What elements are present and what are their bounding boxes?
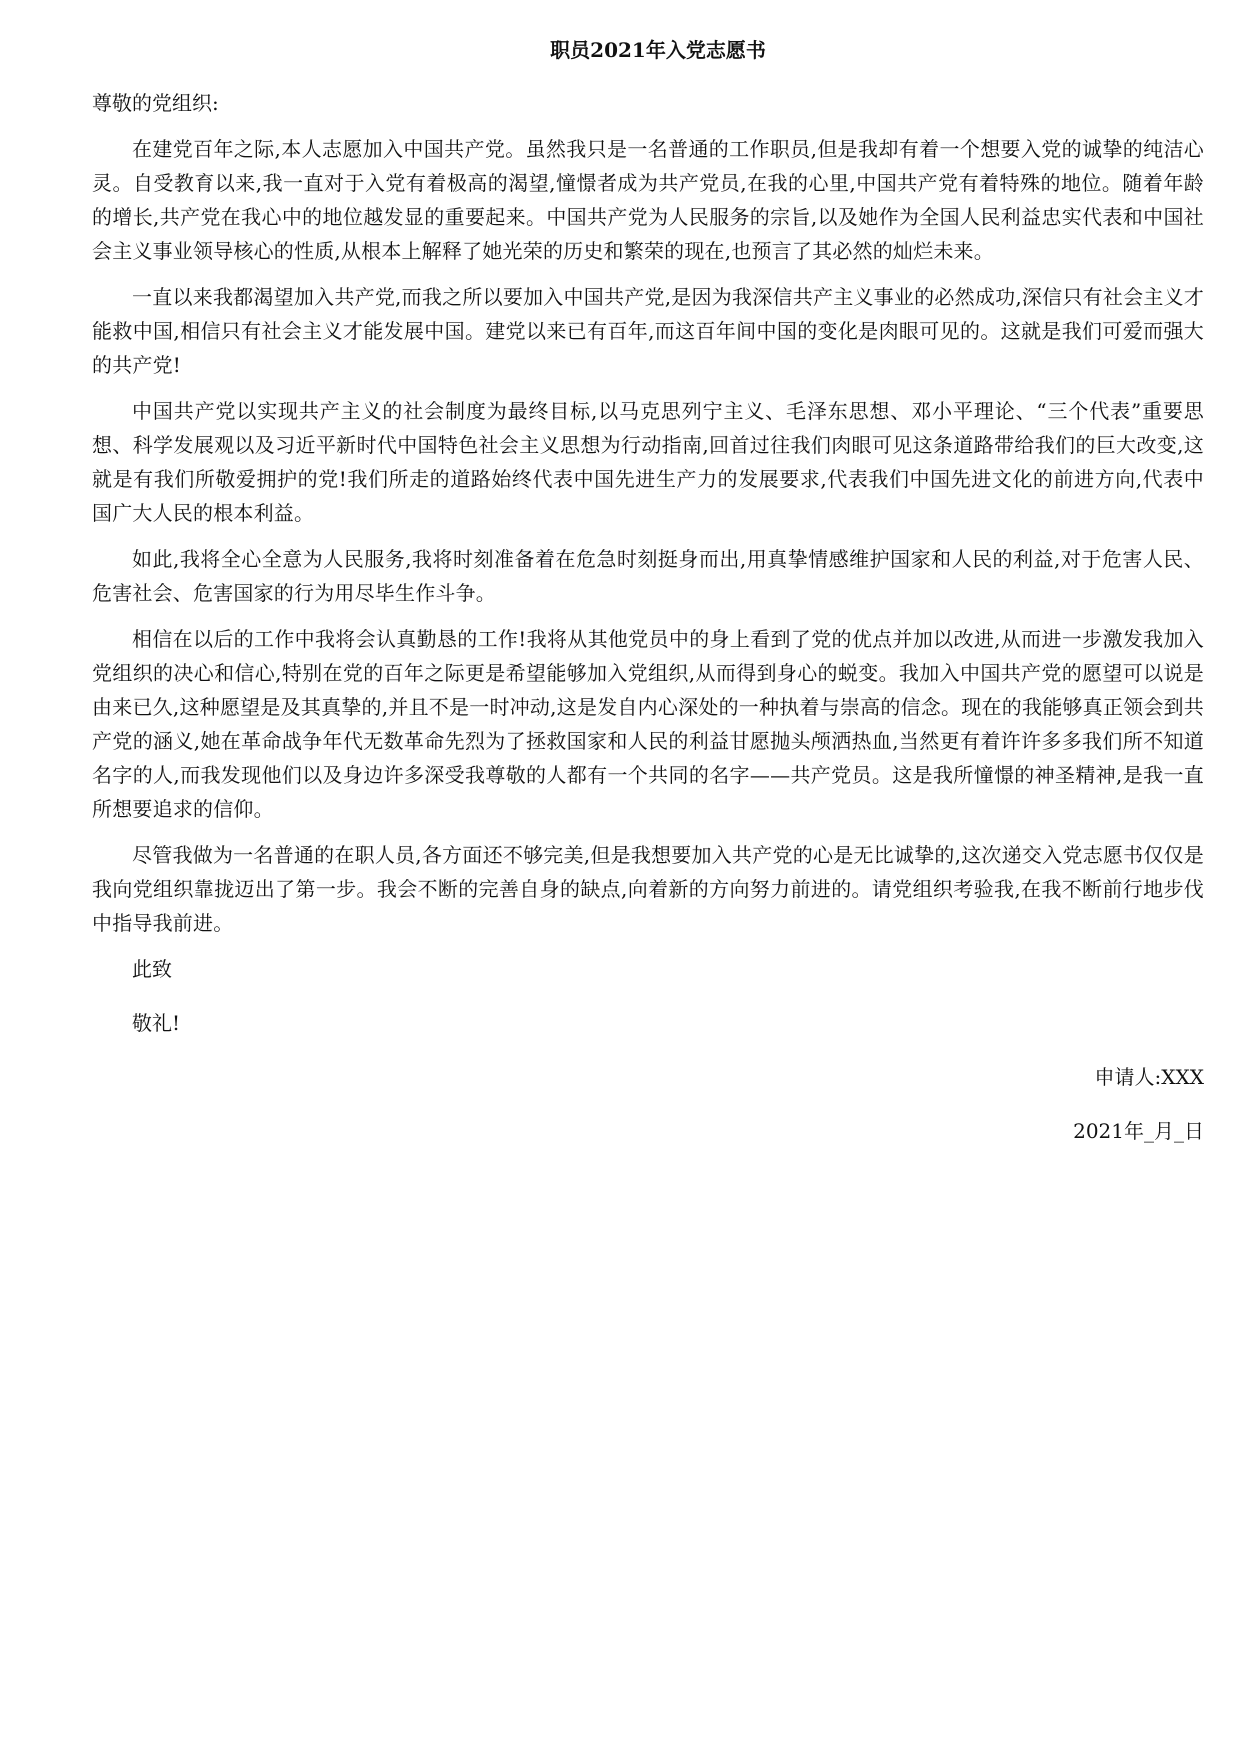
salutation: 尊敬的党组织: — [92, 91, 219, 115]
applicant-signature: 申请人:XXX — [1094, 1065, 1204, 1089]
closing-regards: 此致 — [132, 957, 172, 981]
body-paragraph-2: 一直以来我都渴望加入共产党,而我之所以要加入中国共产党,是因为我深信共产主义事业的必然成功,深信只有社会主义才能救中国,相信只有社会主义才能发展中国。建党以来已有百年,而这百年间中国的变化是肉眼可见的。这就是我们可爱而强大的共产党! — [92, 285, 1204, 377]
body-paragraph-4: 如此,我将全心全意为人民服务,我将时刻准备着在危急时刻挺身而出,用真挚情感维护国家和人民的利益,对于危害人民、危害社会、危害国家的行为用尽毕生作斗争。 — [92, 547, 1204, 605]
document-title: 职员2021年入党志愿书 — [550, 38, 766, 62]
body-paragraph-3: 中国共产党以实现共产主义的社会制度为最终目标,以马克思列宁主义、毛泽东思想、邓小平理论、“三个代表”重要思想、科学发展观以及习近平新时代中国特色社会主义思想为行动指南,回首过往我们肉眼可见这条道路带给我们的巨大改变,这就是有我们所敬爱拥护的党!我们所走的道路始终代表中国先进生产力的发展要求,代表我们中国先进文化的前进方向,代表中国广大人民的根本利益。 — [92, 399, 1204, 525]
signature-date: 2021年_月_日 — [1073, 1119, 1204, 1143]
body-paragraph-1: 在建党百年之际,本人志愿加入中国共产党。虽然我只是一名普通的工作职员,但是我却有着一个想要入党的诚挚的纯洁心灵。自受教育以来,我一直对于入党有着极高的渴望,憧憬者成为共产党员,在我的心里,中国共产党有着特殊的地位。随着年龄的增长,共产党在我心中的地位越发显的重要起来。中国共产党为人民服务的宗旨,以及她作为全国人民利益忠实代表和中国社会主义事业领导核心的性质,从根本上解释了她光荣的历史和繁荣的现在,也预言了其必然的灿烂未来。 — [92, 137, 1204, 263]
body-paragraph-6: 尽管我做为一名普通的在职人员,各方面还不够完美,但是我想要加入共产党的心是无比诚挚的,这次递交入党志愿书仅仅是我向党组织靠拢迈出了第一步。我会不断的完善自身的缺点,向着新的方向努力前进的。请党组织考验我,在我不断前行地步伐中指导我前进。 — [92, 843, 1204, 935]
document-page — [92, 36, 1204, 1168]
closing-salute: 敬礼! — [132, 1011, 181, 1035]
body-paragraph-5: 相信在以后的工作中我将会认真勤恳的工作!我将从其他党员中的身上看到了党的优点并加以改进,从而进一步激发我加入党组织的决心和信心,特别在党的百年之际更是希望能够加入党组织,从而得到身心的蜕变。我加入中国共产党的愿望可以说是由来已久,这种愿望是及其真挚的,并且不是一时冲动,这是发自内心深处的一种执着与崇高的信念。现在的我能够真正领会到共产党的涵义,她在革命战争年代无数革命先烈为了拯救国家和人民的利益甘愿抛头颅洒热血,当然更有着许许多多我们所不知道名字的人,而我发现他们以及身边许多深受我尊敬的人都有一个共同的名字——共产党员。这是我所憧憬的神圣精神,是我一直所想要追求的信仰。 — [92, 627, 1204, 821]
